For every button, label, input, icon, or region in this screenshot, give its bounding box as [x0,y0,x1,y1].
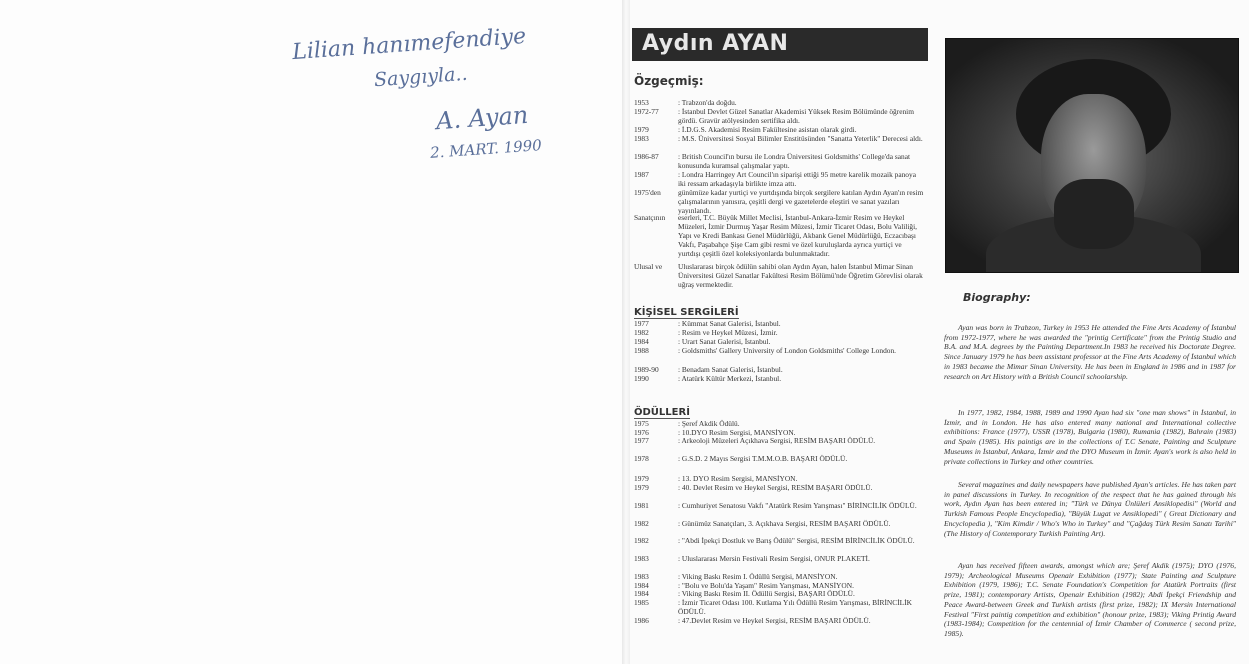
entry-year: 1986 [634,616,649,625]
biography-paragraph: Several magazines and daily newspapers have published Ayan's articles. He has taken part in panel discussions in Turkey. In recognition of the respect that he has gained through his work, Aydın Ayan has been entered in; "Türk ve Dünya Ünlüleri Ansiklopedisi" (World and Turkish Famous People Encyclopedia), "Büyük Lugat ve Ansiklopedi" ( Great Dictionary and Encyclopedia ), "Kim Kimdir / Who's Who in Turkey" and "Çağdaş Türk Resim Sanatı Tarihi" (The History of Contemporary Turkish Painting Art). [944,480,1236,538]
oduller-entry [634,437,924,446]
entry-year: 1990 [634,374,649,383]
kisisel-entry [634,347,924,356]
ozgecmis-entry [634,170,924,188]
entry-text: Uluslararası birçok ödülün sahibi olan Aydın Ayan, halen İstanbul Mimar Sinan Üniversitesi Güzel Sanatlar Fakültesi Resim Bölümü'nde Öğretim Görevlisi olarak uğraş vermektedir. [678,262,923,289]
ozgecmis-entry [634,107,924,125]
entry-text: : 47.Devlet Resim ve Heykel Sergisi, RESİM BAŞARI ÖDÜLÜ. [678,616,871,625]
entry-text: günümüze kadar yurtiçi ve yurtdışında birçok sergilere katılan Aydın Ayan'ın resim çalışmalarının yanısıra, çeşitli dergi ve gazetelerde eleştiri ve sanat yazıları yayınlandı. [678,188,924,215]
entry-year: 1984 [634,337,649,346]
entry-text: : İ.D.G.S. Akademisi Resim Fakültesine asistan olarak girdi. [678,125,857,134]
entry-text: : Trabzon'da doğdu. [678,98,737,107]
entry-year: 1978 [634,454,649,463]
entry-year: 1976 [634,428,649,437]
entry-year: 1985 [634,598,649,607]
entry-year: 1983 [634,554,649,563]
entry-text: : Uluslararası Mersin Festivali Resim Sergisi, ONUR PLAKETİ. [678,554,870,563]
ozgecmis-entry [634,213,924,258]
ozgecmis-entry [634,152,924,170]
kisisel-sergiler-heading: KİŞİSEL SERGİLERİ [634,307,739,318]
title-bar [632,28,928,61]
oduller-entry [634,455,924,464]
oduller-entry [634,555,924,564]
ozgecmis-entry [634,98,924,107]
entry-text: : İstanbul Devlet Güzel Sanatlar Akademisi Yüksek Resim Bölümünde öğrenim gördü. Gravür atölyesinden sertifika aldı. [678,107,914,125]
entry-text: : Urart Sanat Galerisi, İstanbul. [678,337,771,346]
entry-year: 1987 [634,170,649,179]
entry-year: 1977 [634,436,649,445]
entry-text: : Cumhuriyet Senatosu Vakfı "Atatürk Resim Yarışması" BİRİNCİLİK ÖDÜLÜ. [678,501,917,510]
oduller-entry [634,537,924,546]
biography-heading: Biography: [963,291,1031,304]
entry-text: : "Abdi İpekçi Dostluk ve Barış Ödülü" Sergisi, RESİM BİRİNCİLİK ÖDÜLÜ. [678,536,915,545]
entry-year: 1979 [634,125,649,134]
oduller-entry [634,502,924,511]
entry-year: 1982 [634,536,649,545]
entry-year: 1975 [634,419,649,428]
entry-year: 1982 [634,328,649,337]
biography-paragraph: Ayan was born in Trabzon, Turkey in 1953 He attended the Fine Arts Academy of İstanbul from 1972-1977, where he was awarded the "printig Certificate" from the Printig Studio and B.A. and M.A. degrees by the Painting Department.In 1983 he received his Doctorate Degree. Since January 1979 he has been assistant professor at the Fine Arts Academy of İstanbul which in 1983 became the Mimar Sinan University. He has been in England in 1986 and in 1987 for research on Art History with a British Council schoolarship. [944,323,1236,381]
entry-text: : Atatürk Kültür Merkezi, İstanbul. [678,374,782,383]
entry-year: 1983 [634,134,649,143]
entry-text: : Kümmat Sanat Galerisi, İstanbul. [678,319,781,328]
page-title: Aydın AYAN [642,31,789,56]
oduller-entry [634,520,924,529]
entry-text: : 13. DYO Resim Sergisi, MANSİYON. [678,474,798,483]
entry-text: : 40. Devlet Resim ve Heykel Sergisi, RESİM BAŞARI ÖDÜLÜ. [678,483,873,492]
entry-text: : Viking Baskı Resim I. Ödüllü Sergisi, MANSİYON. [678,572,838,581]
handwritten-dedication: Lilian hanımefendiye [291,23,527,66]
artist-portrait [945,38,1239,273]
ozgecmis-entry [634,134,924,143]
ozgecmis-entry [634,188,924,215]
entry-year: Sanatçının [634,213,666,222]
entry-text: : Viking Baskı Resim II. Ödüllü Sergisi, BAŞARI ÖDÜLÜ. [678,589,855,598]
entry-text: : "Bolu ve Bolu'da Yaşam" Resim Yarışması, MANSİYON. [678,581,854,590]
handwritten-signature: A. Ayan [435,100,530,136]
entry-text: : M.S. Üniversitesi Sosyal Bilimler Enstitüsünden "Sanatta Yeterlik" Derecesi aldı. [678,134,923,143]
entry-text: : Şeref Akdik Ödülü. [678,419,740,428]
entry-text: : Goldsmiths' Gallery University of London Goldsmiths' College London. [678,346,897,355]
entry-text: : Günümüz Sanatçıları, 3. Açıkhava Sergisi, RESİM BAŞARI ÖDÜLÜ. [678,519,891,528]
entry-year: 1953 [634,98,649,107]
oduller-entry [634,599,924,616]
entry-text: : British Council'ın bursu ile Londra Üniversitesi Goldsmiths' College'da sanat konusunda kuramsal çalışmalar yaptı. [678,152,911,170]
kisisel-entry [634,375,924,384]
entry-year: 1986-87 [634,152,659,161]
entry-year: Ulusal ve [634,262,663,271]
entry-year: 1989-90 [634,365,659,374]
oduller-entry [634,617,924,626]
entry-year: 1984 [634,589,649,598]
entry-year: 1981 [634,501,649,510]
page-spine [622,0,630,664]
handwritten-greeting: Saygıyla.. [373,62,469,92]
entry-year: 1975'den [634,188,661,197]
entry-text: : 10.DYO Resim Sergisi, MANSİYON. [678,428,796,437]
entry-year: 1979 [634,474,649,483]
entry-year: 1982 [634,519,649,528]
biography-paragraph: Ayan has received fifteen awards, amongst which are; Şeref Akdik (1975); DYO (1976, 1979); Archeological Museums Openair Exhibition (1977); State Painting and Sculpture Exhibition (1979, 1986); T.C. Senate Foundation's Competition for Atatürk Portraits (first prize, 1981); contemporary Artists, Openair Exhibition (1982); Abdi İpekçi Friendship and Peace Award-between Greek and Turkish artists (first prize, 1982); IX Mersin International Festival "First paintig competition and exhibition" (honour prize, 1983); Viking Printig Award (1983-1984); Competition for the centennial of İzmir Chamber of Commerce ( second prize, 1985). [944,561,1236,638]
entry-year: 1977 [634,319,649,328]
oduller-heading: ÖDÜLLERİ [634,407,690,418]
entry-text: : İzmir Ticaret Odası 100. Kutlama Yılı Ödüllü Resim Yarışması, BİRİNCİLİK ÖDÜLÜ. [678,598,912,616]
ozgecmis-entry [634,125,924,134]
entry-text: : Benadam Sanat Galerisi, İstanbul. [678,365,783,374]
entry-year: 1988 [634,346,649,355]
ozgecmis-heading: Özgeçmiş: [634,74,704,88]
entry-year: 1984 [634,581,649,590]
left-page [0,0,622,664]
biography-paragraph: In 1977, 1982, 1984, 1988, 1989 and 1990 Ayan had six "one man shows" in İstanbul, in İzmir, and in London. He has also entered many national and International collective exhibitions: France (1977), USSR (1978), Bulgaria (1980), Rumania (1982), Bahrain (1983) and Spain (1985). His paintigs are in the collections of T.C Senate, Painting and Sculpture Museums in İstanbul, Ankara, İzmir and the DYO Museum in İzmir. Ayan's work is also held in private collections in Turkey and other countries. [944,408,1236,466]
entry-text: : G.S.D. 2 Mayıs Sergisi T.M.M.O.B. BAŞARI ÖDÜLÜ. [678,454,848,463]
oduller-entry [634,484,924,493]
entry-text: eserleri, T.C. Büyük Millet Meclisi, İstanbul-Ankara-İzmir Resim ve Heykel Müzeleri, İzmir Durmuş Yaşar Resim Müzesi, İzmir Ticaret Odası, Bolu Valiliği, Yapı ve Kredi Bankası Genel Müdürlüğü, Akbank Genel Müdürlüğü, Eczacıbaşı Vakfı, Paşabahçe Şişe Cam gibi resmi ve özel kuruluşlarda ayrıca yurtiçi ve yurtdışı çeşitli özel koleksiyonlarda bulunmaktadır. [678,213,918,258]
portrait-beard [1054,179,1134,249]
entry-year: 1972-77 [634,107,659,116]
entry-year: 1979 [634,483,649,492]
entry-text: : Arkeoloji Müzeleri Açıkhava Sergisi, RESİM BAŞARI ÖDÜLÜ. [678,436,876,445]
entry-text: : Londra Harringey Art Council'ın siparişi ettiği 95 metre karelik mozaik panoya iki ressam arkadaşıyla birlikte imza attı. [678,170,916,188]
entry-year: 1983 [634,572,649,581]
ozgecmis-entry [634,262,924,289]
entry-text: : Resim ve Heykel Müzesi, İzmir. [678,328,778,337]
handwritten-date: 2. MART. 1990 [429,136,543,162]
